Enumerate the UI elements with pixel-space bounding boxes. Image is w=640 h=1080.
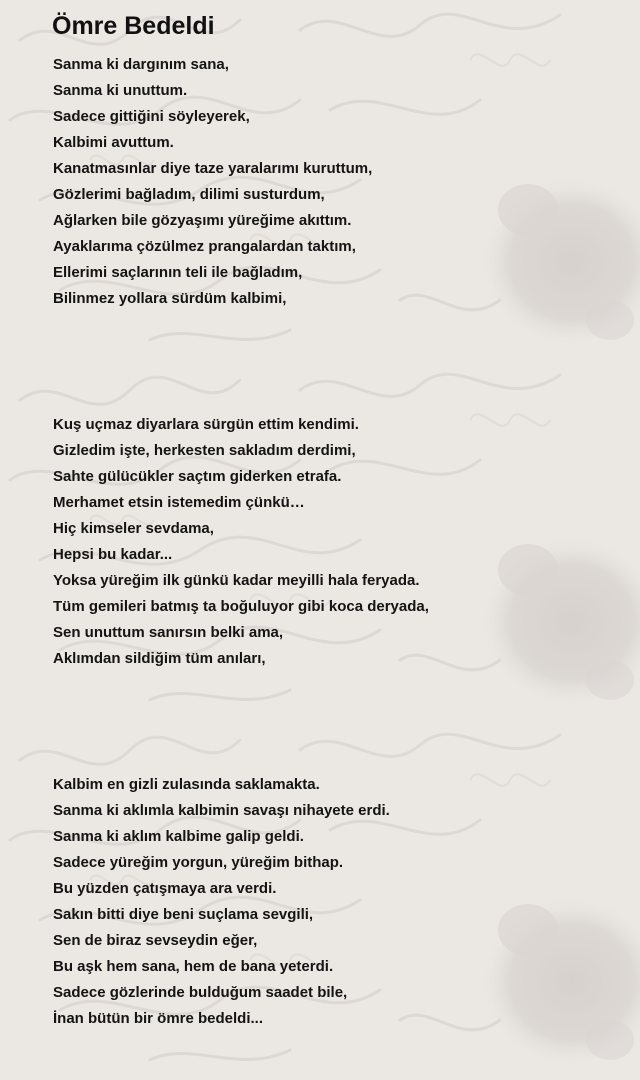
- stanza-1: [53, 52, 613, 312]
- poem-title: Ömre Bedeldi: [52, 12, 215, 40]
- poem-line: Sahte gülücükler saçtım giderken etrafa.: [53, 468, 342, 485]
- poem-line: Kalbim en gizli zulasında saklamakta.: [53, 776, 320, 793]
- poem-line: Sadece yüreğim yorgun, yüreğim bithap.: [53, 854, 344, 871]
- poem-line: Bu yüzden çatışmaya ara verdi.: [53, 880, 277, 897]
- poem-line: Aklımdan sildiğim tüm anıları,: [53, 650, 266, 667]
- poem-line: İnan bütün bir ömre bedeldi...: [53, 1010, 264, 1027]
- poem-line: Sanma ki aklımla kalbimin savaşı nihayete erdi.: [53, 802, 390, 819]
- poem-line: Kanatmasınlar diye taze yaralarımı kuruttum,: [53, 160, 373, 177]
- stanza-3: [53, 772, 613, 1032]
- poem-line: Gözlerimi bağladım, dilimi susturdum,: [53, 186, 325, 203]
- poem-line: Ayaklarıma çözülmez prangalardan taktım,: [53, 238, 356, 255]
- poem-line: Bu aşk hem sana, hem de bana yeterdi.: [53, 958, 334, 975]
- poem-line: Kalbimi avuttum.: [53, 134, 174, 151]
- poem-line: Sadece gözlerinde bulduğum saadet bile,: [53, 984, 348, 1001]
- poem-line: Sadece gittiğini söyleyerek,: [53, 108, 250, 125]
- poem-line: Sen unuttum sanırsın belki ama,: [53, 624, 284, 641]
- poem-line: Ellerimi saçlarının teli ile bağladım,: [53, 264, 303, 281]
- stanza-2: [53, 412, 613, 672]
- poem-line: Kuş uçmaz diyarlara sürgün ettim kendimi.: [53, 416, 359, 433]
- poem-line: Sen de biraz sevseydin eğer,: [53, 932, 258, 949]
- poem-line: Tüm gemileri batmış ta boğuluyor gibi koca deryada,: [53, 598, 429, 615]
- poem-line: Bilinmez yollara sürdüm kalbimi,: [53, 290, 287, 307]
- poem-line: Ağlarken bile gözyaşımı yüreğime akıttım.: [53, 212, 352, 229]
- poem-line: Sakın bitti diye beni suçlama sevgili,: [53, 906, 314, 923]
- poem-line: Sanma ki unuttum.: [53, 82, 188, 99]
- poem-line: Sanma ki dargınım sana,: [53, 56, 229, 73]
- poem-line: Gizledim işte, herkesten sakladım derdimi,: [53, 442, 356, 459]
- poem-line: Sanma ki aklım kalbime galip geldi.: [53, 828, 304, 845]
- poem-line: Hiç kimseler sevdama,: [53, 520, 214, 537]
- poem-line: Merhamet etsin istemedim çünkü…: [53, 494, 305, 511]
- poem-line: Yoksa yüreğim ilk günkü kadar meyilli hala feryada.: [53, 572, 420, 589]
- poem-line: Hepsi bu kadar...: [53, 546, 173, 563]
